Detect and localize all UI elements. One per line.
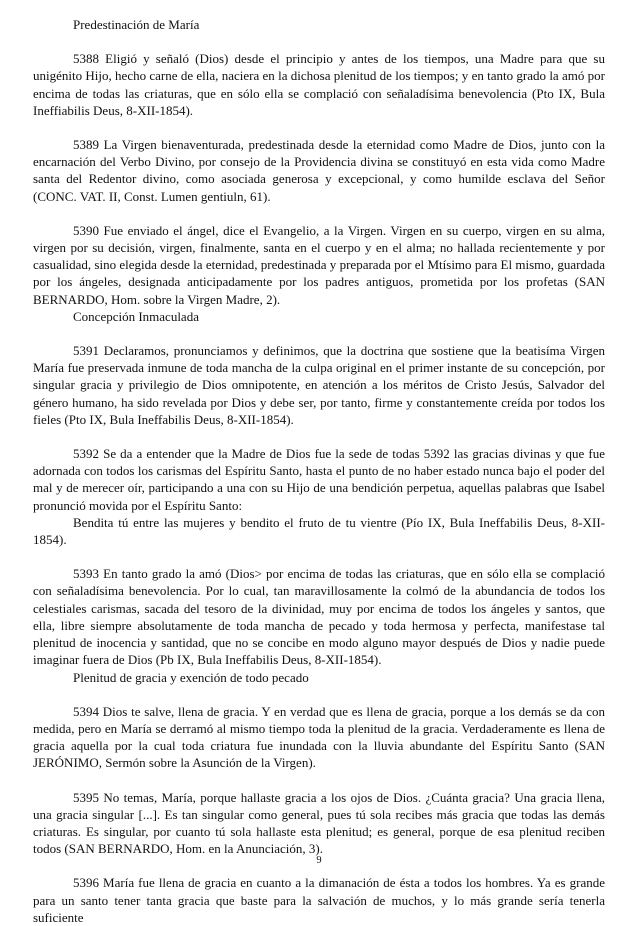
paragraph-5391: 5391 Declaramos, pronunciamos y definimos, que la doctrina que sostiene que la beatisíma Virgen María fue preservada inmune de toda mancha de la culpa original en el primer instante de su concepción, por singular gracia y privilegio de Dios omnipotente, en atención a los méritos de Cristo Jesús, Salvador del género humano, ha sido revelada por Dios y debe ser, por tanto, firme y constantemente creída por todos los fieles (Pto IX, Bula Ineffabilis Deus, 8-XII-1854). bbox=[33, 343, 605, 427]
paragraph-5392-quote: Bendita tú entre las mujeres y bendito el fruto de tu vientre (Pío IX, Bula Ineffabilis Deus, 8-XII-1854). bbox=[33, 514, 605, 548]
paragraph-5393: 5393 En tanto grado la amó (Dios> por encima de todas las criaturas, que en sólo ella se complació con señaladísima benevolencia. Por lo cual, tan maravillosamente la colmó de la abundancia de todos los celestiales carismas, sacada del tesoro de la divinidad, muy por encima de todos los ángeles y santos, que ella, libre siempre absolutamente de toda mancha de pecado y toda hermosa y perfecta, manifestase tal plenitud de inocencia y santidad, que no se concibe en modo alguno mayor después de Dios y nadie puede imaginar fuera de Dios (Pb IX, Bula Ineffabilis Deus, 8-XII-1854). bbox=[33, 566, 605, 668]
paragraph-5396: 5396 María fue llena de gracia en cuanto a la dimanación de ésta a todos los hombres. Ya es grande para un santo tener tanta gracia que baste para la salvación de muchos, y lo más grande sería tenerla suficiente bbox=[33, 875, 605, 925]
paragraph-5388: 5388 Eligió y señaló (Dios) desde el principio y antes de los tiempos, una Madre para que su unigénito Hijo, hecho carne de ella, naciera en la dichosa plenitud de los tiempos; y en tanto grado la amó por encima de todas las criaturas, que en sólo ella se complació con señaladísima benevolencia (Pto IX, Bula Ineffiabilis Deus, 8-XII-1854). bbox=[33, 51, 605, 118]
paragraph-5395: 5395 No temas, María, porque hallaste gracia a los ojos de Dios. ¿Cuánta gracia? Una gracia llena, una gracia singular [...]. Es tan singular como general, pues tú sola recibes más gracia que todas las demás criaturas. Es singular, por cuanto tú sola hallaste esta plenitud; es general, porque de esa plenitud reciben todos (SAN BERNARDO, Hom. en la Anunciación, 3). bbox=[33, 789, 605, 857]
paragraph-5389: 5389 La Virgen bienaventurada, predestinada desde la eternidad como Madre de Dios, junto con la encarnación del Verbo Divino, por consejo de la Providencia divina se constituyó en esta vida como Madre santa del Redentor divino, como asociada generosa y excepcional, y como humilde esclava del Señor (CONC. VAT. II, Const. Lumen gentiuln, 61). bbox=[33, 137, 605, 204]
section-heading-concepcion: Concepción Inmaculada bbox=[73, 308, 199, 324]
section-heading-plenitud: Plenitud de gracia y exención de todo pecado bbox=[73, 669, 309, 685]
page-number: 9 bbox=[316, 855, 322, 866]
paragraph-5394: 5394 Dios te salve, llena de gracia. Y en verdad que es llena de gracia, porque a los demás se da con medida, pero en María se derramó al mismo tiempo toda la plenitud de la gracia. Verdaderamente es llena de gracia aquella por la cual toda criatura fue inundada con la lluvia abundante del Espíritu Santo (SAN JERÓNIMO, Sermón sobre la Asunción de la Virgen). bbox=[33, 703, 605, 771]
paragraph-5392: 5392 Se da a entender que la Madre de Dios fue la sede de todas 5392 las gracias divinas y que fue adornada con todos los carismas del Espíritu Santo, hasta el punto de no haber estado nunca bajo el poder del mal y de merecer oír, participando a una con su Hijo de una bendición perpetua, aquellas palabras que Isabel pronunció movida por el Espíritu Santo: bbox=[33, 446, 605, 513]
section-heading-predestinacion: Predestinación de María bbox=[73, 17, 200, 32]
paragraph-5390: 5390 Fue enviado el ángel, dice el Evangelio, a la Virgen. Virgen en su cuerpo, virgen en su alma, virgen por su decisión, virgen, finalmente, santa en el cuerpo y en el alma; no hallada recientemente y por casualidad, sino elegida desde la eternidad, predestinada y preparada por el Mtísimo para El mismo, guardada por los ángeles, designada anticipadamente por los padres antiguos, prometida por los profetas (SAN BERNARDO, Hom. sobre la Virgen Madre, 2). bbox=[33, 222, 605, 307]
